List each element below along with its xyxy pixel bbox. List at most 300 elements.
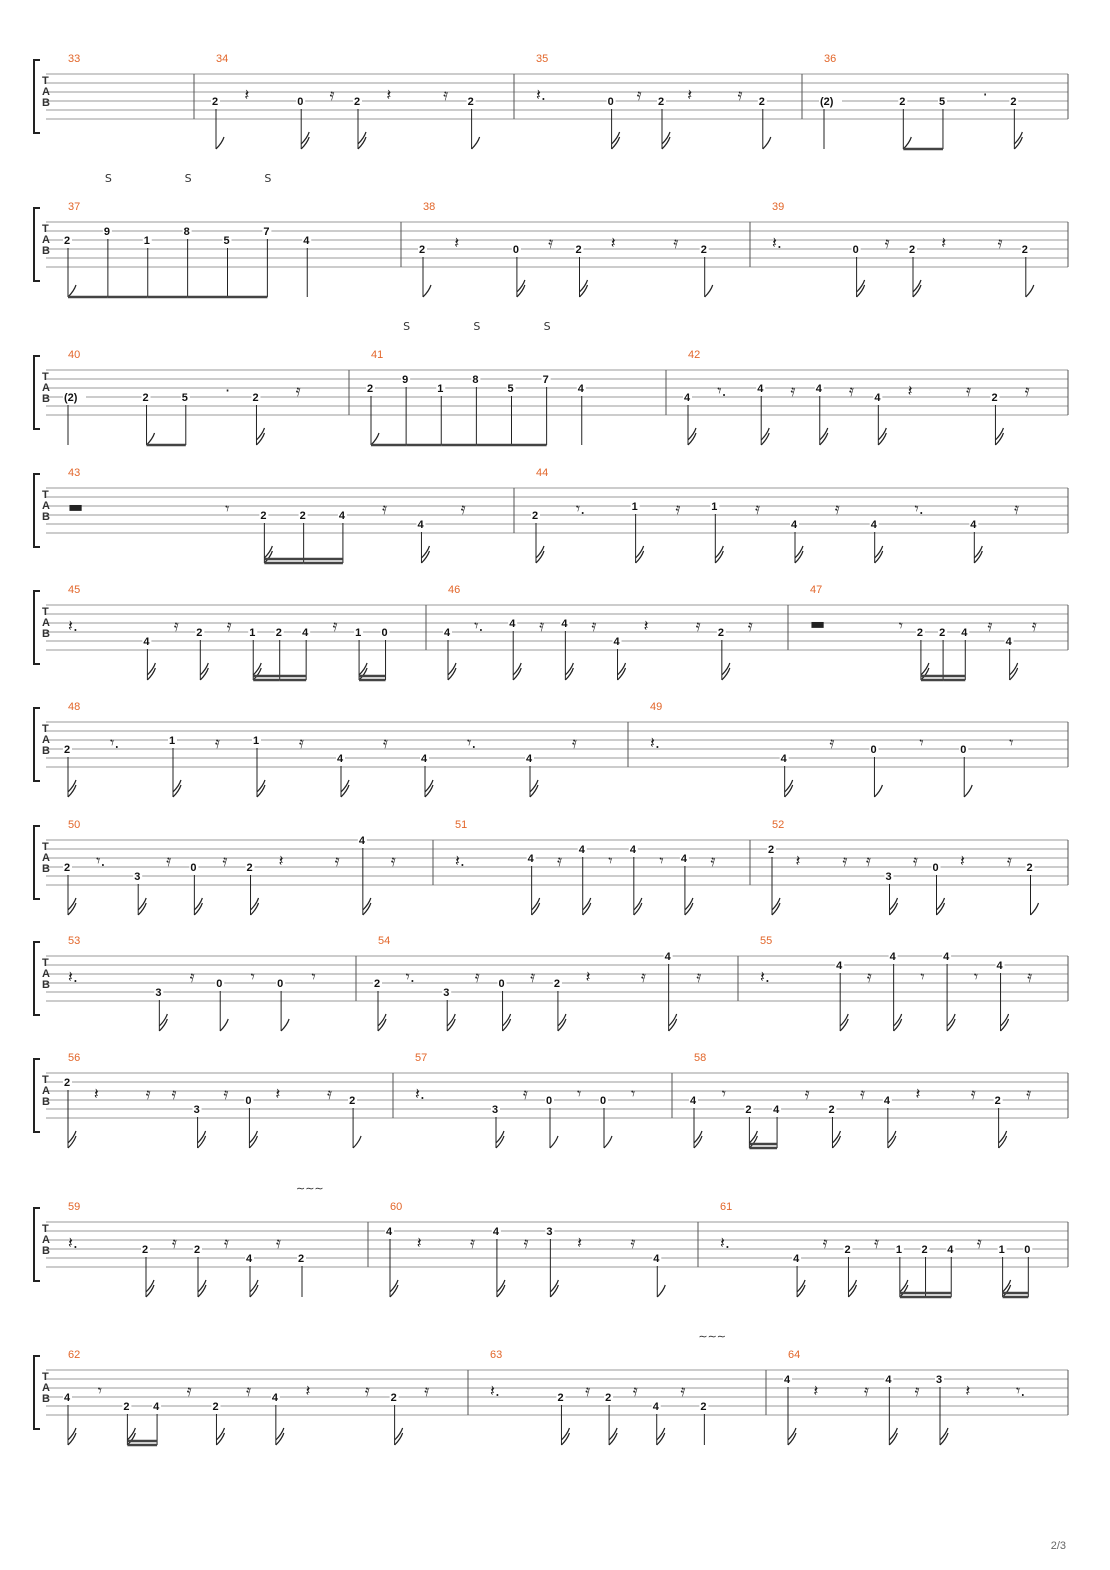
note-flag	[530, 780, 538, 792]
fret-number: 4	[1005, 636, 1012, 648]
rest-symbol: 𝄿	[173, 616, 179, 635]
slap-marker: S	[264, 172, 272, 185]
tab-clef-letter: T	[42, 1371, 49, 1383]
fret-number: 4	[773, 1104, 780, 1116]
rest-symbol: 𝄿	[1027, 967, 1033, 986]
fret-number: 4	[629, 844, 636, 856]
rest-symbol: 𝄿	[1026, 1084, 1032, 1103]
fret-number: 2	[64, 1077, 71, 1089]
rest-symbol: 𝄾	[898, 616, 903, 635]
tab-clef-letter: B	[42, 1245, 50, 1257]
rest-symbol: 𝄿	[523, 1233, 529, 1252]
note-flag	[612, 132, 620, 144]
fret-number: 9	[402, 374, 409, 386]
note-flag	[472, 137, 480, 149]
measure-number: 45	[68, 584, 81, 596]
fret-number: 0	[932, 862, 939, 874]
fret-number: 3	[134, 871, 141, 883]
note-flag	[447, 1014, 455, 1026]
rest-symbol: 𝄽	[687, 85, 693, 104]
fret-number: 0	[960, 744, 967, 756]
measure-number: 56	[68, 1052, 81, 1064]
note-flag	[1010, 663, 1018, 675]
note-flag	[147, 433, 155, 445]
note-flag	[250, 1280, 258, 1292]
note-flag	[363, 898, 371, 910]
rest-symbol: 𝄿	[790, 381, 796, 400]
rest-symbol: 𝄽	[610, 233, 616, 252]
rest-symbol: 𝄾.	[96, 851, 106, 870]
measure-number: 42	[688, 349, 701, 361]
note-flag	[694, 1131, 702, 1143]
fret-number: 2	[467, 96, 474, 108]
note-flag	[875, 546, 883, 558]
rest-symbol: 𝄿	[548, 233, 554, 252]
measure-number: 39	[772, 201, 785, 213]
fret-number: 2	[532, 510, 539, 522]
rest-symbol: 𝄽	[585, 967, 591, 986]
tab-clef-letter: A	[42, 500, 50, 512]
measure-number: 61	[720, 1201, 733, 1213]
measure-number: 49	[650, 701, 663, 713]
note-flag	[857, 280, 865, 292]
rest-symbol: 𝄽	[907, 381, 913, 400]
note-flag	[359, 663, 367, 675]
fret-number: 2	[275, 627, 282, 639]
system-bracket	[34, 942, 40, 1015]
fret-number: 2	[390, 1392, 397, 1404]
tab-clef-letter: A	[42, 734, 50, 746]
note-flag	[889, 1428, 897, 1440]
rest-symbol: 𝄿	[987, 616, 993, 635]
fret-number: 3	[155, 987, 162, 999]
fret-number: 2	[605, 1392, 612, 1404]
note-flag	[264, 546, 272, 558]
system-bracket	[34, 708, 40, 781]
note-flag	[848, 1280, 856, 1292]
fret-number: 1	[253, 735, 260, 747]
rest-symbol: 𝄿	[842, 851, 848, 870]
measure-number: 36	[824, 53, 837, 65]
fret-number: 4	[246, 1253, 253, 1265]
system-bracket	[34, 474, 40, 547]
fret-number: 2	[1010, 96, 1017, 108]
rest-symbol: 𝄿	[276, 1233, 281, 1252]
note-flag	[995, 428, 1003, 440]
note-flag	[609, 1428, 617, 1440]
fret-number: (2)	[820, 96, 834, 108]
fret-number: 4	[680, 853, 688, 865]
fret-number: 0	[277, 978, 284, 990]
fret-number: 2	[142, 1244, 149, 1256]
fret-number: 0	[1024, 1244, 1031, 1256]
fret-number: 5	[181, 392, 188, 404]
system-bracket	[34, 591, 40, 664]
note-flag	[900, 1280, 908, 1292]
fret-number: 4	[561, 618, 568, 630]
fret-number: 2	[557, 1392, 564, 1404]
fret-number: 0	[297, 96, 304, 108]
measure-number: 63	[490, 1349, 503, 1361]
fret-number: 4	[874, 392, 881, 404]
rest-symbol: 𝄿	[591, 616, 597, 635]
note-flag	[68, 898, 76, 910]
rest-symbol: 𝄾	[973, 967, 979, 986]
note-flag	[937, 898, 945, 910]
note-flag	[874, 785, 882, 797]
fret-number: 4	[302, 627, 309, 639]
note-flag	[147, 663, 155, 675]
measure-number: 64	[788, 1349, 801, 1361]
fret-number: 2	[921, 1244, 928, 1256]
tab-clef-letter: T	[42, 1074, 49, 1086]
measure-number: 50	[68, 819, 81, 831]
tab-clef-letter: B	[42, 745, 50, 757]
tab-clef-letter: A	[42, 1382, 50, 1394]
fret-number: (2)	[64, 392, 78, 404]
fret-number: 4	[885, 1374, 892, 1386]
note-flag	[127, 1428, 135, 1440]
rest-symbol: 𝄿	[970, 1084, 976, 1103]
tab-clef-letter: T	[42, 75, 49, 87]
fret-number: 5	[938, 96, 946, 108]
fret-number: 3	[193, 1104, 200, 1116]
rest-symbol: 𝄿	[913, 851, 918, 870]
note-flag	[68, 780, 76, 792]
note-flag	[705, 285, 713, 297]
note-flag	[903, 137, 911, 149]
rest-symbol: 𝄾	[1009, 733, 1014, 752]
rest-symbol: 𝄿	[171, 1084, 177, 1103]
rest-symbol: 𝄿	[914, 1381, 920, 1400]
fret-number: 4	[143, 636, 150, 648]
rest-symbol: 𝄿	[223, 1084, 229, 1103]
tab-clef-letter: A	[42, 382, 50, 394]
rest-symbol: 𝄿	[474, 967, 480, 986]
fret-number: 5	[507, 383, 514, 395]
fret-number: 4	[757, 383, 764, 395]
rest-symbol: 𝄿	[675, 499, 681, 518]
tab-clef-letter: B	[42, 245, 50, 257]
fret-number: 2	[717, 627, 724, 639]
fret-number: 0	[546, 1095, 553, 1107]
note-flag	[840, 1014, 848, 1026]
fret-number: 2	[828, 1104, 835, 1116]
rest-symbol: 𝄿	[295, 381, 301, 400]
fret-number: 4	[526, 753, 533, 765]
rest-symbol: 𝄿	[299, 733, 304, 752]
rest-symbol: 𝄿	[632, 1381, 638, 1400]
fret-number: 7	[263, 226, 270, 238]
rest-symbol: 𝄿	[215, 733, 220, 752]
fret-number: 2	[299, 510, 306, 522]
rest-symbol: 𝄽.	[490, 1381, 500, 1400]
note-flag	[194, 898, 202, 910]
rest-symbol: 𝄽	[416, 1233, 422, 1252]
measure-number: 47	[810, 584, 823, 596]
note-flag	[940, 1428, 948, 1440]
note-flag	[341, 780, 349, 792]
note-flag	[198, 1280, 206, 1292]
fret-number: 2	[64, 862, 71, 874]
fret-number: 4	[883, 1095, 890, 1107]
system-bracket	[34, 1059, 40, 1132]
measure-number: 37	[68, 201, 81, 213]
rest-symbol: 𝄿	[884, 233, 890, 252]
rest-symbol: 𝄿	[443, 85, 449, 104]
measure-number: 62	[68, 1349, 81, 1361]
rest-symbol: 𝄽.	[455, 851, 465, 870]
fret-number: 7	[542, 374, 549, 386]
fret-number: 2	[123, 1401, 130, 1413]
note-flag	[1026, 285, 1034, 297]
fret-number: 2	[252, 392, 259, 404]
note-flag	[890, 898, 898, 910]
note-flag	[395, 1428, 403, 1440]
rest-symbol: 𝄿	[523, 1084, 528, 1103]
rest-symbol: 𝄽.	[536, 85, 546, 104]
rest-symbol: 𝄽.	[760, 967, 770, 986]
note-flag	[1014, 132, 1022, 144]
rest-symbol: 𝄿	[640, 967, 646, 986]
note-flag	[636, 546, 644, 558]
fret-number: 2	[994, 1095, 1001, 1107]
rest-symbol: 𝄾	[721, 1084, 726, 1103]
measure-number: 60	[390, 1201, 403, 1213]
note-flag	[68, 285, 76, 297]
fret-number: 4	[652, 1401, 659, 1413]
note-flag	[580, 280, 588, 292]
fret-number: 5	[223, 235, 230, 247]
fret-number: 2	[212, 96, 219, 108]
fret-number: 1	[437, 383, 444, 395]
fret-number: 2	[142, 392, 149, 404]
measure-number: 44	[536, 467, 549, 479]
fret-number: 0	[498, 978, 505, 990]
note-flag	[220, 1019, 228, 1031]
rest-symbol: 𝄾	[250, 967, 255, 986]
fret-number: 1	[998, 1244, 1005, 1256]
fret-number: 4	[870, 519, 877, 531]
rest-symbol: 𝄿	[530, 967, 536, 986]
tab-clef-letter: T	[42, 371, 49, 383]
rest-symbol: 𝄽	[795, 851, 801, 870]
tab-clef-letter: A	[42, 1085, 50, 1097]
fret-number: 2	[374, 978, 381, 990]
note-flag	[662, 132, 670, 144]
fret-number: 4	[303, 235, 310, 247]
fret-number: 4	[690, 1095, 697, 1107]
fret-number: 0	[216, 978, 223, 990]
note-flag	[536, 546, 544, 558]
note-flag	[159, 1014, 167, 1026]
rest-symbol: 𝄾	[311, 967, 316, 986]
note-flag	[390, 1280, 398, 1292]
note-flag	[301, 132, 309, 144]
fret-number: 4	[527, 853, 534, 865]
fret-number: 2	[1026, 862, 1033, 874]
rest-symbol: 𝄿	[383, 733, 388, 752]
fret-number: 2	[916, 627, 924, 639]
fret-number: 2	[553, 978, 561, 990]
rest-symbol: 𝄽.	[772, 233, 782, 252]
tab-clef-letter: A	[42, 617, 50, 629]
rest-symbol: 𝄾	[97, 1381, 102, 1400]
rest-symbol: 𝄿	[226, 616, 232, 635]
measure-number: 38	[423, 201, 436, 213]
note-flag	[921, 663, 929, 675]
rest-symbol: 𝄿	[866, 851, 871, 870]
note-flag	[425, 780, 433, 792]
rest-symbol: 𝄽.	[68, 616, 78, 635]
note-flag	[503, 1014, 511, 1026]
measure-number: 52	[772, 819, 785, 831]
rest-symbol: 𝄽	[278, 851, 284, 870]
fret-number: 3	[443, 987, 450, 999]
measure-number: 54	[378, 935, 391, 947]
note-flag	[353, 1136, 361, 1148]
note-flag	[878, 428, 886, 440]
note-flag	[820, 428, 828, 440]
note-flag	[913, 280, 921, 292]
tab-clef-letter: B	[42, 1393, 50, 1405]
rest-symbol: 𝄿	[382, 499, 388, 518]
fret-number: 4	[780, 753, 787, 765]
fret-number: 4	[970, 519, 977, 531]
note-flag	[550, 1280, 558, 1292]
rest-symbol: 𝄿	[332, 616, 338, 635]
note-flag	[249, 1131, 257, 1143]
note-flag	[618, 663, 626, 675]
fret-number: 3	[546, 1226, 553, 1238]
measure-number: 35	[536, 53, 549, 65]
note-flag	[788, 1428, 796, 1440]
measure-number: 46	[448, 584, 461, 596]
rest-symbol: 𝄾.	[474, 616, 484, 635]
measure-number: 53	[68, 935, 81, 947]
note-flag	[657, 1285, 665, 1297]
tab-clef-letter: A	[42, 86, 50, 98]
fret-number: 2	[246, 862, 253, 874]
rest-symbol: 𝄽	[643, 616, 649, 635]
rest-symbol: 𝄾.	[575, 499, 586, 518]
fret-number: 1	[895, 1244, 902, 1256]
system-bracket	[34, 208, 40, 281]
tab-clef-letter: B	[42, 97, 50, 109]
fret-number: 3	[492, 1104, 499, 1116]
rest-symbol: 𝄿	[997, 233, 1003, 252]
fret-number: 1	[143, 235, 150, 247]
rest-symbol: 𝄽	[93, 1084, 99, 1103]
fret-number: 9	[103, 226, 110, 238]
note-flag	[561, 1428, 569, 1440]
fret-number: 0	[852, 244, 859, 256]
fret-number: 0	[190, 862, 197, 874]
measure-number: 59	[68, 1201, 81, 1213]
measure-number: 43	[68, 467, 81, 479]
tab-clef-letter: T	[42, 723, 49, 735]
fret-number: 4	[417, 519, 424, 531]
fret-number: 3	[885, 871, 892, 883]
rest-symbol: 𝄿	[755, 499, 761, 518]
note-flag	[198, 1131, 206, 1143]
rest-symbol: 𝄿	[695, 616, 701, 635]
note-flag	[251, 898, 259, 910]
fret-number: 2	[354, 96, 361, 108]
rest-symbol: 𝄾.	[405, 967, 416, 986]
rest-symbol: 𝄿	[327, 1084, 333, 1103]
rest-symbol: 𝄿	[364, 1381, 370, 1400]
tab-clef-letter: A	[42, 852, 50, 864]
rest-symbol: 𝄽.	[650, 733, 660, 752]
rest-symbol: 𝄾	[608, 851, 613, 870]
fret-number: 8	[183, 226, 190, 238]
fret-number: 2	[899, 96, 906, 108]
fret-number: 2	[658, 96, 665, 108]
rest-symbol: 𝄾	[919, 733, 924, 752]
rest-symbol: 𝄿	[334, 851, 340, 870]
note-flag	[785, 780, 793, 792]
note-flag	[583, 898, 591, 910]
note-flag	[832, 1131, 840, 1143]
rest-symbol: 𝄿	[186, 1381, 192, 1400]
rest-symbol: 𝄿	[246, 1381, 252, 1400]
tab-clef-letter: B	[42, 863, 50, 875]
rest-symbol: 𝄾	[920, 967, 925, 986]
fret-number: 2	[575, 244, 582, 256]
fret-number: 4	[358, 835, 365, 847]
fret-number: 4	[578, 844, 585, 856]
fret-number: 4	[64, 1392, 71, 1404]
note-flag	[947, 1014, 955, 1026]
note-flag	[669, 1014, 677, 1026]
rest-symbol: 𝄿	[172, 1233, 177, 1252]
fret-number: 4	[444, 627, 451, 639]
note-flag	[894, 1014, 902, 1026]
note-flag	[216, 1428, 224, 1440]
fret-number: 4	[889, 951, 896, 963]
fret-number: 4	[386, 1226, 393, 1238]
measure-number: 33	[68, 53, 81, 65]
fret-number: 4	[421, 753, 428, 765]
rest-symbol: 𝄿	[874, 1233, 880, 1252]
fret-number: 4	[337, 753, 344, 765]
rest-symbol: 𝄽	[386, 85, 392, 104]
note-flag	[68, 1428, 76, 1440]
tab-clef-letter: A	[42, 968, 50, 980]
fret-number: 1	[631, 501, 638, 513]
rest-symbol: 𝄽	[960, 851, 965, 870]
measure-number: 40	[68, 349, 81, 361]
rest-symbol: 𝄽	[305, 1381, 311, 1400]
note-flag	[795, 546, 803, 558]
note-flag	[604, 1136, 612, 1148]
fret-number: 4	[943, 951, 950, 963]
tab-clef-letter: T	[42, 841, 49, 853]
rest-symbol: ·	[982, 85, 988, 104]
note-flag	[558, 1014, 566, 1026]
rest-symbol: 𝄽	[915, 1084, 921, 1103]
rest-symbol: 𝄿	[829, 733, 835, 752]
note-flag	[358, 132, 366, 144]
fret-number: 4	[509, 618, 516, 630]
rest-symbol: 𝄿	[539, 616, 545, 635]
fret-number: 2	[419, 244, 426, 256]
slap-marker: S	[473, 320, 481, 333]
note-flag	[763, 137, 771, 149]
note-flag	[532, 898, 540, 910]
measure-number: 55	[760, 935, 773, 947]
